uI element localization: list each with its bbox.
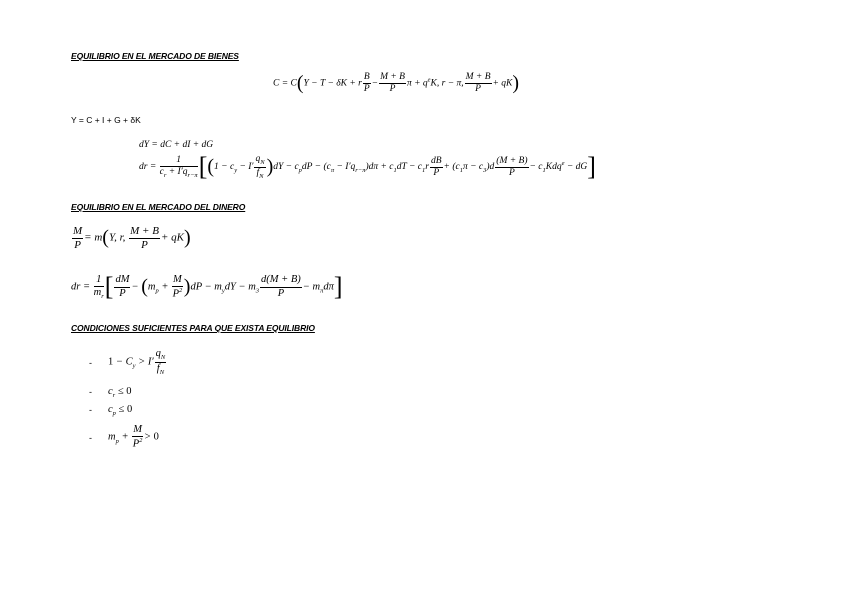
- bullet-dash: -: [89, 387, 92, 397]
- dr-money-equation: dr = $\frac{1}{m_r}$ [ $\frac{dM}{P}$ − ($m_p$ + $\frac{M}{P^2}$ )$dP - m_ydY - m_3$ $\frac{d(M + B)}{P}$ − $m_\pi d\pi$]: [71, 272, 343, 301]
- bullet-dash: -: [89, 433, 92, 443]
- condition-3: $c_p \le 0$: [108, 404, 133, 418]
- condition-2: $c_r \le 0$: [108, 386, 132, 400]
- dr-goods-equation: dr = $\frac{1}{c_r + I'q_{r-\pi}}$ [($1 - c_y - I'$ $\frac{q_N}{f_N}$ )$dY - c_pdP - (c_\pi - I'q_{r-\pi})d\pi + c_1dT - c_1r$ $\frac{dB}{P}$ + $(c_1\pi - c_3)d$ $\frac{(M + B)}{P}$ − $c_1Kdq^e - dG$]: [139, 152, 596, 181]
- condition-4: $m_p$ + $\frac{M}{P^2}$ > 0: [108, 424, 159, 450]
- income-identity: Y = C + I + G + δK: [71, 115, 141, 125]
- money-market-title: EQUILIBRIO EN EL MERCADO DEL DINERO: [71, 202, 246, 212]
- dy-equation: dY = dC + dI + dG: [139, 140, 214, 150]
- goods-market-title: EQUILIBRIO EN EL MERCADO DE BIENES: [71, 51, 239, 61]
- bullet-dash: -: [89, 358, 92, 368]
- conditions-title: CONDICIONES SUFICIENTES PARA QUE EXISTA EQUILIBRIO: [71, 323, 315, 333]
- bullet-dash: -: [89, 405, 92, 415]
- condition-1: $1 - C_y > I'$ $\frac{q_N}{f_N}$: [108, 348, 166, 376]
- money-demand-equation: $\frac{M}{P}$ = m(Y, r, $\frac{M + B}{P}$ + qK): [73, 225, 191, 251]
- consumption-function-equation: C = C(Y − T − δK + r $\frac{B}{P}$ − $\frac{M + B}{P}$ $\pi + q^eK$, r − π, $\frac{M + B}{P}$ + qK): [273, 72, 520, 94]
